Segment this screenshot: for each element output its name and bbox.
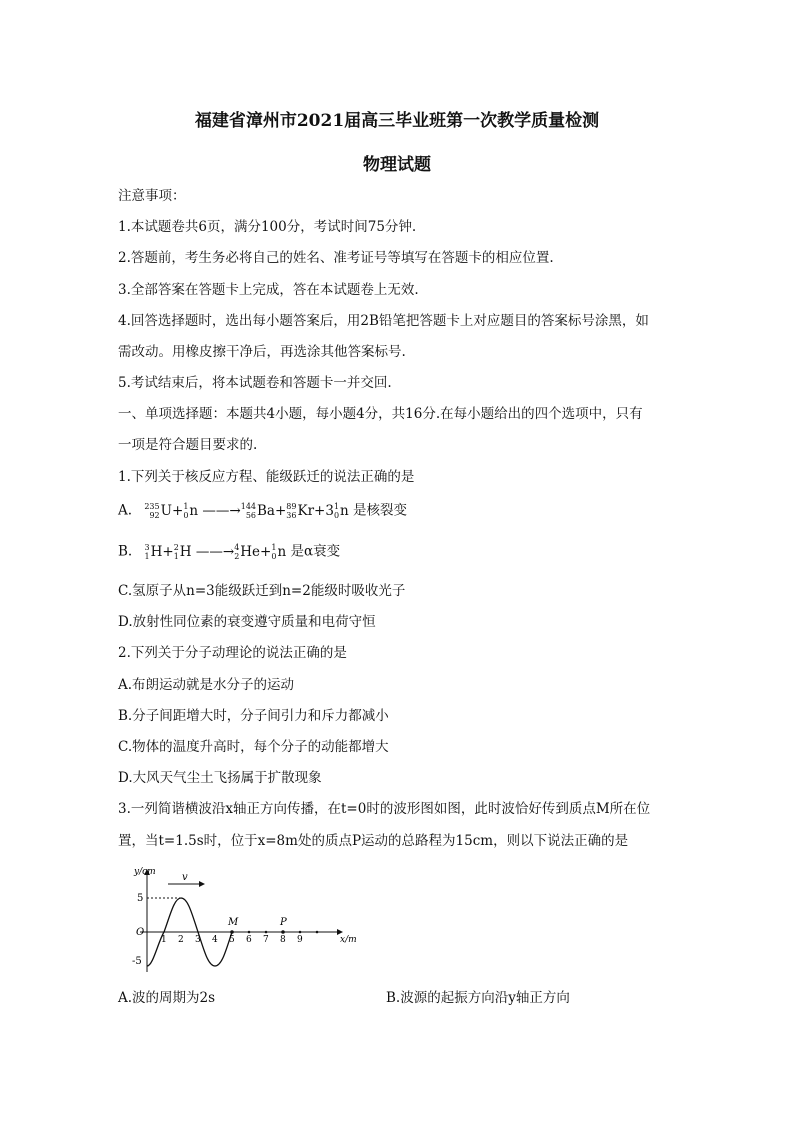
q3-stem-line1: 3.一列简谐横波沿x轴正方向传播，在t=0时的波形图如图，此时波恰好传到质点M所在位 <box>118 801 651 817</box>
page-subtitle: 物理试题 <box>363 155 431 175</box>
q3-option-b: B.波源的起振方向沿y轴正方向 <box>386 990 570 1006</box>
x-tick-5: 5 <box>229 935 235 945</box>
page-title: 福建省漳州市2021届高三毕业班第一次教学质量检测 <box>194 111 600 131</box>
dot-6 <box>248 931 251 934</box>
section-heading: 一、单项选择题：本题共4小题，每小题4分，共16分.在每小题给出的四个选项中，只有 <box>118 406 643 422</box>
x-tick-7: 7 <box>263 935 269 945</box>
q1-option-b-equation: 3 1 H+ 2 1 H ——→ 4 2 He+ 1 0 n <box>144 543 291 561</box>
y-neg-label: -5 <box>132 956 142 967</box>
wave-figure <box>128 862 368 982</box>
q1-option-c: C.氢原子从n=3能级跃迁到n=2能级时吸收光子 <box>118 583 406 599</box>
q1-option-a <box>118 502 407 520</box>
q1-stem: 1.下列关于核反应方程、能级跃迁的说法正确的是 <box>118 469 415 485</box>
dot-7 <box>265 931 268 934</box>
notice-item-3: 3.全部答案在答题卡上完成，答在本试题卷上无效. <box>118 282 419 298</box>
notice-item-5: 5.考试结束后，将本试题卷和答题卡一并交回. <box>118 375 392 391</box>
q1-option-a-suffix: 是核裂变 <box>353 502 408 519</box>
x-tick-2: 2 <box>178 935 184 945</box>
y-axis-label: y/cm <box>134 867 156 877</box>
origin-label: O <box>136 927 145 938</box>
q3-option-a: A.波的周期为2s <box>118 990 216 1006</box>
x-tick-6: 6 <box>246 935 252 945</box>
q1-option-a-prefix: A. <box>118 502 133 519</box>
q2-stem: 2.下列关于分子动理论的说法正确的是 <box>118 645 347 661</box>
notice-item-1: 1.本试题卷共6页，满分100分，考试时间75分钟. <box>118 219 417 235</box>
x-tick-4: 4 <box>212 935 218 945</box>
q1-option-b-suffix: 是α衰变 <box>290 543 341 560</box>
v-label: v <box>182 872 188 883</box>
q2-option-d: D.大风天气尘土飞扬属于扩散现象 <box>118 770 322 786</box>
notice-heading: 注意事项： <box>118 188 186 204</box>
point-m <box>230 930 234 934</box>
x-axis-label: x/m <box>340 935 357 945</box>
q1-option-a-equation: 235 92 U+ 1 0 n ——→ 144 56 Ba+ 89 36 Kr+3 1 0 n <box>144 502 354 520</box>
x-tick-9: 9 <box>297 935 303 945</box>
y-pos-label: 5 <box>137 893 144 904</box>
section-heading-cont: 一项是符合题目要求的. <box>118 437 258 453</box>
q3-stem-line2: 置，当t=1.5s时，位于x=8m处的质点P运动的总路程为15cm，则以下说法正确的是 <box>118 833 629 849</box>
m-label: M <box>228 917 239 928</box>
q2-option-b: B.分子间距增大时，分子间引力和斥力都减小 <box>118 708 389 724</box>
notice-item-2: 2.答题前，考生务必将自己的姓名、准考证号等填写在答题卡的相应位置. <box>118 250 554 266</box>
q1-option-b <box>118 543 340 561</box>
notice-item-4: 4.回答选择题时，选出每小题答案后，用2B铅笔把答题卡上对应题目的答案标号涂黑，如 <box>118 313 649 329</box>
p-label: P <box>280 917 287 928</box>
q1-option-d: D.放射性同位素的衰变遵守质量和电荷守恒 <box>118 614 376 630</box>
x-ticks <box>161 935 303 945</box>
dot-10 <box>316 931 319 934</box>
dot-9 <box>299 931 302 934</box>
x-tick-3: 3 <box>195 935 201 945</box>
x-tick-8: 8 <box>280 935 286 945</box>
notice-item-4-cont: 需改动。用橡皮擦干净后，再选涂其他答案标号. <box>118 344 406 360</box>
point-p <box>281 930 285 934</box>
q2-option-c: C.物体的温度升高时，每个分子的动能都增大 <box>118 739 389 755</box>
q2-option-a: A.布朗运动就是水分子的运动 <box>118 677 295 693</box>
q1-option-b-prefix: B. <box>118 543 133 560</box>
x-tick-1: 1 <box>161 935 167 945</box>
